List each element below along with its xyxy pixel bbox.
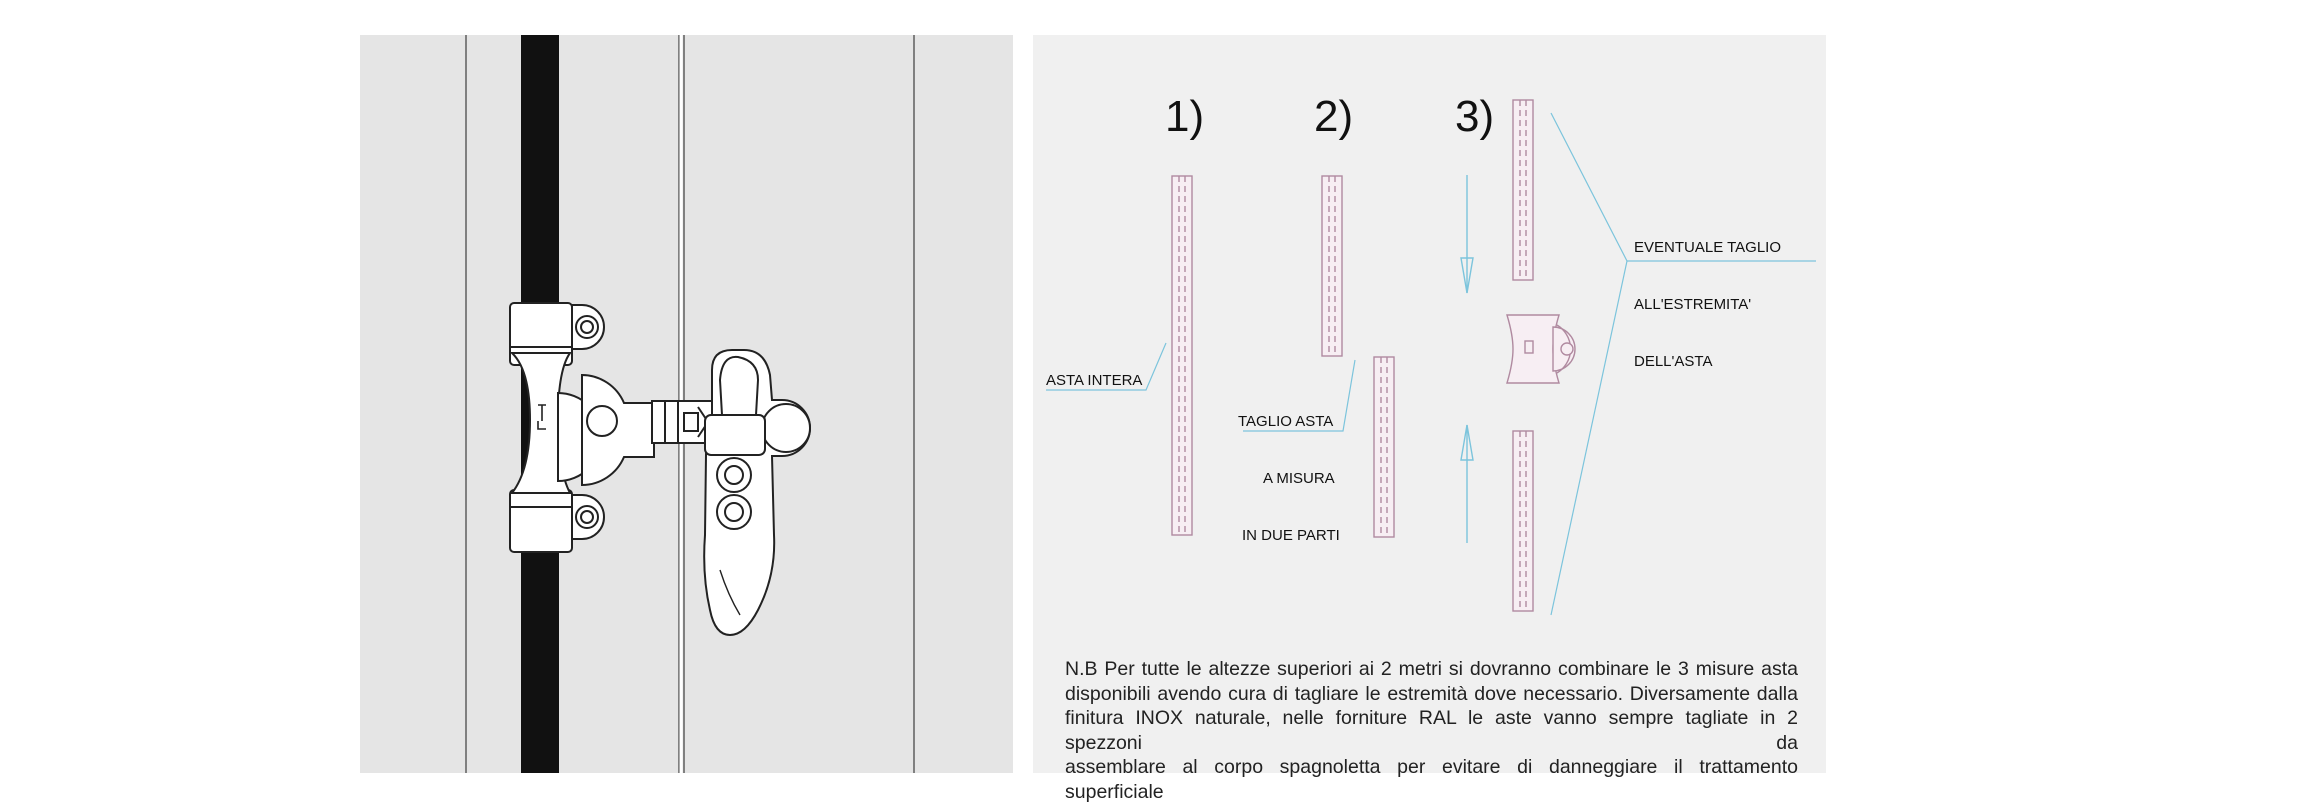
- label-taglio-asta: [1238, 374, 1366, 583]
- arrow-down: [1461, 175, 1473, 293]
- label-eventuale-line-3: DELL'ASTA: [1634, 353, 1713, 370]
- label-taglio-line-1: TAGLIO ASTA: [1238, 413, 1334, 430]
- label-eventuale-line-2: ALL'ESTREMITA': [1634, 296, 1752, 313]
- rod-cut-lower: [1374, 357, 1394, 537]
- note-line-2: disponibili avendo cura di tagliare le estremità dove necessario. Diversamente dalla: [1065, 682, 1798, 705]
- espagnolette-drawing: [360, 35, 1013, 773]
- handle: [704, 350, 810, 635]
- label-taglio-line-2: A MISURA: [1263, 470, 1335, 487]
- note-line-4: assemblare al corpo spagnoletta per evitare di danneggiare il trattamento superficiale: [1065, 756, 1798, 803]
- rod-full: [1172, 176, 1192, 535]
- label-eventuale-taglio: [1634, 200, 1781, 409]
- rod-assembly-upper: [1513, 100, 1533, 280]
- label-asta-intera: ASTA INTERA: [1046, 372, 1143, 389]
- rod-cut-upper: [1322, 176, 1342, 356]
- note-line-3: finitura INOX naturale, nelle forniture RAL le aste vanno sempre tagliate in 2 spezzoni da: [1065, 707, 1798, 754]
- label-eventuale-line-1: EVENTUALE TAGLIO: [1634, 239, 1781, 256]
- step-1-number: 1): [1165, 92, 1205, 141]
- label-taglio-line-3: IN DUE PARTI: [1242, 527, 1340, 544]
- arrow-up: [1461, 425, 1473, 543]
- installation-note: [1065, 657, 1798, 804]
- espagnolette-body-mini: [1507, 315, 1575, 383]
- rod-assembly-lower: [1513, 431, 1533, 611]
- lower-rod-clamp: [510, 490, 604, 552]
- espagnolette-body: [512, 353, 654, 493]
- step-3-number: 3): [1455, 92, 1495, 141]
- rod-cutting-diagram-panel: [1033, 35, 1826, 803]
- espagnolette-illustration-panel: [360, 35, 1013, 773]
- step-2-number: 2): [1314, 92, 1354, 141]
- note-line-1: N.B Per tutte le altezze superiori ai 2 metri si dovranno combinare le 3 misure asta: [1065, 658, 1798, 680]
